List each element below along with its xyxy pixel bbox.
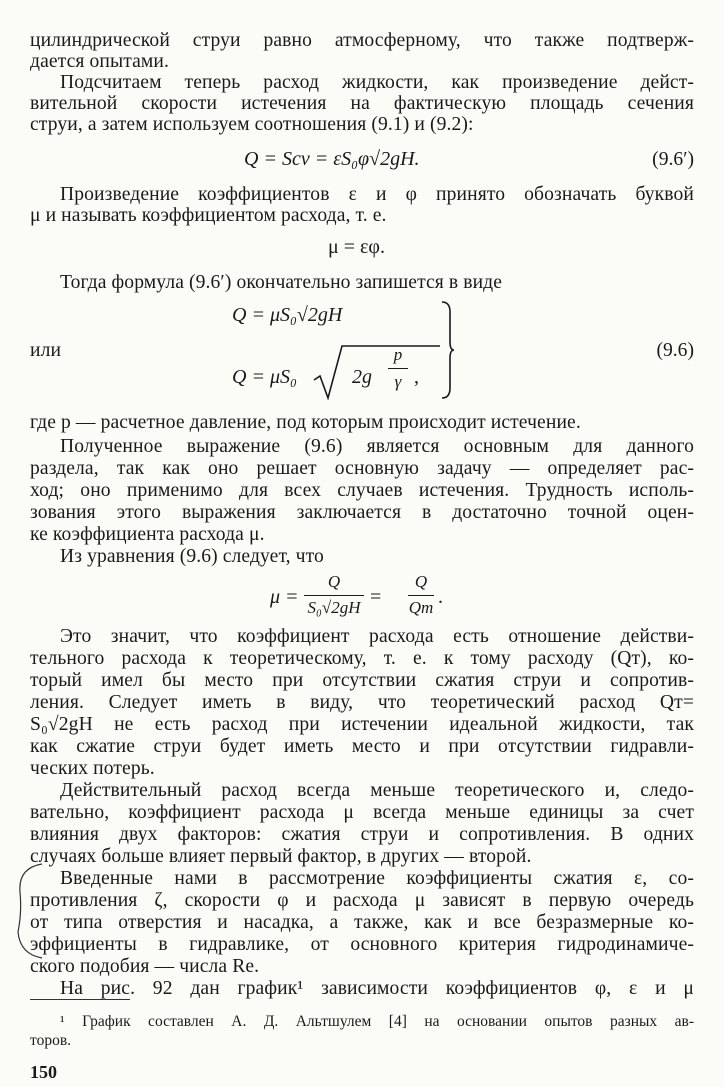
equation-mu-lhs: μ = xyxy=(270,586,299,608)
text-line: На рис. 92 дан график¹ зависимости коэффициентов φ, ε и μ xyxy=(60,978,694,999)
handwritten-bracket-mark xyxy=(14,862,44,960)
period: . xyxy=(438,586,443,608)
text-line: Это значит, что коэффициент расхода есть отношение действи- xyxy=(60,626,694,647)
footnote: ¹ График составлен А. Д. Альтшулем [4] на основании опытов разных ав- xyxy=(60,1013,694,1030)
text-line: вительной скорости истечения на фактическую площадь сечения xyxy=(30,93,694,114)
text-line: зования этого выражения заключается в достаточно точной оцен- xyxy=(30,502,694,523)
text-line: ческих потерь. xyxy=(30,758,155,779)
text-line: Полученное выражение (9.6) является основным для данного xyxy=(60,436,694,457)
text-line: Из уравнения (9.6) следует, что xyxy=(60,546,324,567)
text-line: S₀√2gH не есть расход при истечении идеальной жидкости, так xyxy=(30,714,694,735)
text-line: противления ζ, скорости φ и расхода μ зависят в первую очередь xyxy=(30,890,694,911)
text-line: как сжатие струи будет иметь место и при отсутствии гидравли- xyxy=(30,736,694,757)
equation-9-6-b-left: Q = μS₀ xyxy=(232,366,297,388)
text-line: Действительный расход всегда меньше теоретического и, следо- xyxy=(60,780,694,801)
text-line: раздела, так как оно решает основную задачу — определяет рас- xyxy=(30,458,694,479)
text-line: от типа отверстия и насадка, а также, как и все безразмерные ко- xyxy=(30,912,694,933)
text-line: Тогда формула (9.6′) окончательно запишется в виде xyxy=(60,272,503,293)
equation-mu-definition: μ = εφ. xyxy=(328,236,385,258)
text-line: Подсчитаем теперь расход жидкости, как произведение дейст- xyxy=(60,72,694,93)
text-line: Произведение коэффициентов ε и φ принято обозначать буквой xyxy=(60,184,694,205)
equation-9-6-a: Q = μS₀√2gH xyxy=(232,304,343,326)
fraction-denominator: Qт xyxy=(408,598,434,617)
text-line: ского подобия — числа Re. xyxy=(30,956,260,977)
text-line: ления. Следует иметь в виду, что теоретический расход Qт= xyxy=(30,692,694,713)
text-line: дается опытами. xyxy=(30,51,170,72)
comma: , xyxy=(414,366,419,388)
text-line: ход; оно применимо для всех случаев истечения. Трудность исполь- xyxy=(30,480,694,501)
text-line: торый имел бы место при отсутствии сжатия струи и сопротив- xyxy=(30,670,694,691)
equation-number: (9.6) xyxy=(656,340,694,361)
equation-9-6-b-rad: 2g xyxy=(352,366,372,388)
text-line: или xyxy=(30,340,62,361)
fraction-numerator: Q xyxy=(414,572,428,591)
text-line: ке коэффициента расхода μ. xyxy=(30,524,265,545)
equation-9-6-prime: Q = Scv = εS₀φ√2gH. xyxy=(244,148,420,170)
page-number: 150 xyxy=(30,1062,57,1082)
text-line: струи, а затем используем соотношения (9.1) и (9.2): xyxy=(30,114,474,135)
footnote-rule xyxy=(30,999,130,1000)
text-line: Введенные нами в рассмотрение коэффициенты сжатия ε, со- xyxy=(60,868,694,889)
fraction-denominator: γ xyxy=(394,372,402,391)
text-line: μ и называть коэффициентом расхода, т. е. xyxy=(30,205,387,226)
text-line: эффициенты в гидравлике, от основного критерия гидродинамиче- xyxy=(30,934,694,955)
text-line: вательно, коэффициент расхода μ всегда меньше единицы за счет xyxy=(30,802,694,823)
text-line: случаях больше влияет первый фактор, в других — второй. xyxy=(30,846,532,867)
fraction-numerator: Q xyxy=(327,572,341,591)
equation-number: (9.6′) xyxy=(652,149,694,170)
text-line: тельного расхода к теоретическому, т. е. к тому расходу (Qт), ко- xyxy=(30,648,694,669)
fraction-bar xyxy=(304,595,364,596)
radical-sign xyxy=(312,342,442,400)
fraction-numerator: p xyxy=(393,345,403,364)
fraction-bar xyxy=(388,368,408,369)
right-brace xyxy=(440,300,454,400)
text-line: где p — расчетное давление, под которым происходит истечение. xyxy=(30,412,581,433)
footnote-continuation: торов. xyxy=(30,1032,72,1049)
text-line: влияния двух факторов: сжатия струи и сопротивления. В одних xyxy=(30,824,694,845)
equals-sign: = xyxy=(370,586,382,608)
fraction-bar xyxy=(408,595,434,596)
text-line: цилиндрической струи равно атмосферному, что также подтверж- xyxy=(30,30,694,51)
fraction-denominator: S₀√2gH xyxy=(307,598,361,617)
